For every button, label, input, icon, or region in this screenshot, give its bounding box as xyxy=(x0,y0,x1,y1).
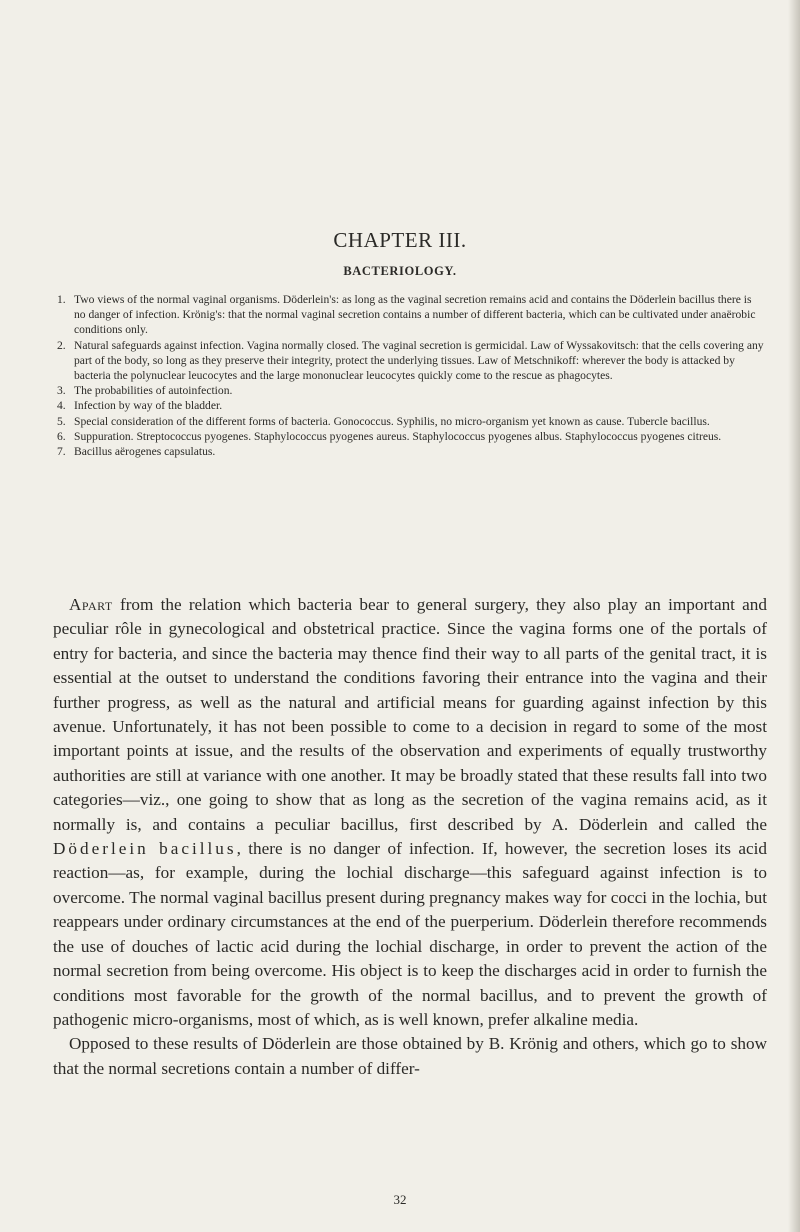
synopsis-number: 1. xyxy=(57,293,66,306)
page-number: 32 xyxy=(393,1192,407,1207)
paragraph-text: from the relation which bacteria bear to general surgery, they also play an important and peculiar rôle in gynecological and obstetrical practice. Since the vagina forms one of the portals of entry for bacteria, and since the bacteria may thence find their way to all parts of the genital tract, it is essential at the outset to understand the conditions favoring their entrance into the vagina and their further progress, as well as the natural and artificial means for guarding against infection by this avenue. Unfortunately, it has not been possible to come to a decision in regard to some of the most important points at issue, and the results of the observation and experiments of equally trustworthy authorities are still at variance with one another. It may be broadly stated that these results fall into two categories—viz., one going to show that as long as the secretion of the vagina remains acid, as it normally is, and contains a peculiar bacillus, first described by A. Döderlein and called the xyxy=(53,595,767,834)
chapter-title: CHAPTER III. xyxy=(333,228,467,252)
synopsis-number: 4. xyxy=(57,399,66,413)
synopsis-number: 2. xyxy=(57,338,66,352)
emphasized-term: Döderlein bacillus xyxy=(53,839,237,859)
body-text xyxy=(53,593,767,1081)
page-edge-shadow xyxy=(788,0,800,1232)
synopsis-item xyxy=(57,398,765,413)
synopsis-item xyxy=(57,383,765,398)
synopsis-item xyxy=(57,429,765,444)
chapter-synopsis xyxy=(57,292,765,459)
synopsis-text: Special consideration of the different forms of bacteria. Gonococcus. Syphilis, no micro-organism yet known as cause. Tubercle bacillus. xyxy=(74,414,710,428)
synopsis-text: Natural safeguards against infection. Vagina normally closed. The vaginal secretion is germicidal. Law of Wyssakovitsch: that the cells covering any part of the body, so long as they preserve their integrity, protect the underlying tissues. Law of Metschnikoff: wherever the body is attacked by bacteria the polynuclear leucocytes and the large mononuclear leucocytes quickly come to the rescue as phagocytes. xyxy=(74,338,764,383)
paragraph xyxy=(53,593,767,1032)
synopsis-item xyxy=(57,444,765,459)
synopsis-text: Infection by way of the bladder. xyxy=(74,399,223,413)
synopsis-item xyxy=(57,414,765,429)
synopsis-number: 6. xyxy=(57,429,66,443)
synopsis-text: The probabilities of autoinfection. xyxy=(74,384,233,398)
paragraph-lead-word: Apart xyxy=(69,595,113,614)
paragraph-text: , there is no danger of infection. If, however, the secretion loses its acid reaction—as, for example, during the lochial discharge—this safeguard against infection is to overcome. The normal vaginal bacillus present during pregnancy makes way for cocci in the lochia, but reappears under ordinary circumstances at the end of the puerperium. Döderlein therefore recommends the use of douches of lactic acid during the lochial discharge, in order to prevent the action of the normal secretion from being overcome. His object is to keep the discharges acid in order to furnish the conditions most favorable for the growth of the normal bacillus, and to prevent the growth of pathogenic micro-organisms, most of which, as is well known, prefer alkaline media. xyxy=(53,839,767,1029)
synopsis-item xyxy=(57,292,765,338)
synopsis-text: Suppuration. Streptococcus pyogenes. Staphylococcus pyogenes aureus. Staphylococcus pyogenes albus. Staphylococcus pyogenes citreus. xyxy=(74,429,722,443)
synopsis-number: 3. xyxy=(57,384,66,398)
synopsis-number: 7. xyxy=(57,445,66,459)
synopsis-text: Two views of the normal vaginal organisms. Döderlein's: as long as the vaginal secretion remains acid and contains the Döderlein bacillus there is no danger of infection. Krönig's: that the normal vaginal secretion contains a number of different bacteria, which can be cultivated under anaërobic conditions only. xyxy=(74,293,756,337)
section-title: BACTERIOLOGY. xyxy=(343,264,457,278)
synopsis-item xyxy=(57,338,765,384)
synopsis-number: 5. xyxy=(57,414,66,428)
paragraph: Opposed to these results of Döderlein are those obtained by B. Krönig and others, which go to show that the normal secretions contain a number of differ- xyxy=(53,1034,767,1078)
synopsis-text: Bacillus aërogenes capsulatus. xyxy=(74,445,216,459)
